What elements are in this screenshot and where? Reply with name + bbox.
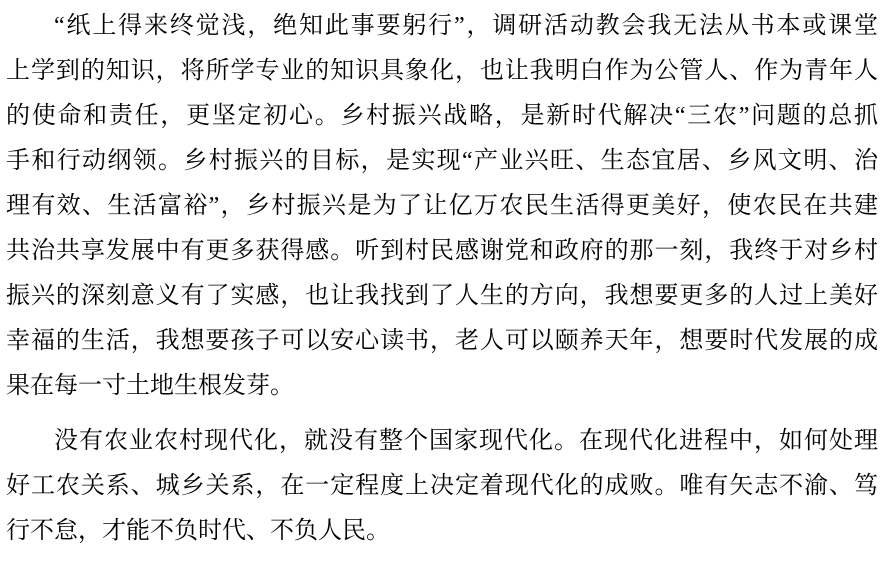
- text-line: 没有农业农村现代化，就没有整个国家现代化。在现代化进程中，如何处理: [54, 428, 878, 454]
- text-line: 幸福的生活，我想要孩子可以安心读书，老人可以颐养天年，想要时代发展的成: [6, 328, 878, 354]
- text-line: 的使命和责任，更坚定初心。乡村振兴战略，是新时代解决“三农”问题的总抓: [6, 103, 878, 129]
- text-line: 上学到的知识，将所学专业的知识具象化，也让我明白作为公管人、作为青年人: [6, 58, 878, 84]
- text-line: “纸上得来终觉浅，绝知此事要躬行”，调研活动教会我无法从书本或课堂: [54, 13, 878, 39]
- text-line: 行不怠，才能不负时代、不负人民。: [6, 518, 390, 544]
- text-line: 手和行动纲领。乡村振兴的目标，是实现“产业兴旺、生态宜居、乡风文明、治: [6, 148, 878, 174]
- text-line: 振兴的深刻意义有了实感，也让我找到了人生的方向，我想要更多的人过上美好: [6, 283, 878, 309]
- paragraph-1: [6, 4, 878, 409]
- text-line: 理有效、生活富裕”，乡村振兴是为了让亿万农民生活得更美好，使农民在共建: [6, 193, 878, 219]
- text-line: 果在每一寸土地生根发芽。: [6, 373, 294, 399]
- text-line: 好工农关系、城乡关系，在一定程度上决定着现代化的成败。唯有矢志不渝、笃: [6, 473, 878, 499]
- paragraph-2: [6, 419, 878, 554]
- text-line: 共治共享发展中有更多获得感。听到村民感谢党和政府的那一刻，我终于对乡村: [6, 238, 878, 264]
- document-body: [6, 4, 878, 554]
